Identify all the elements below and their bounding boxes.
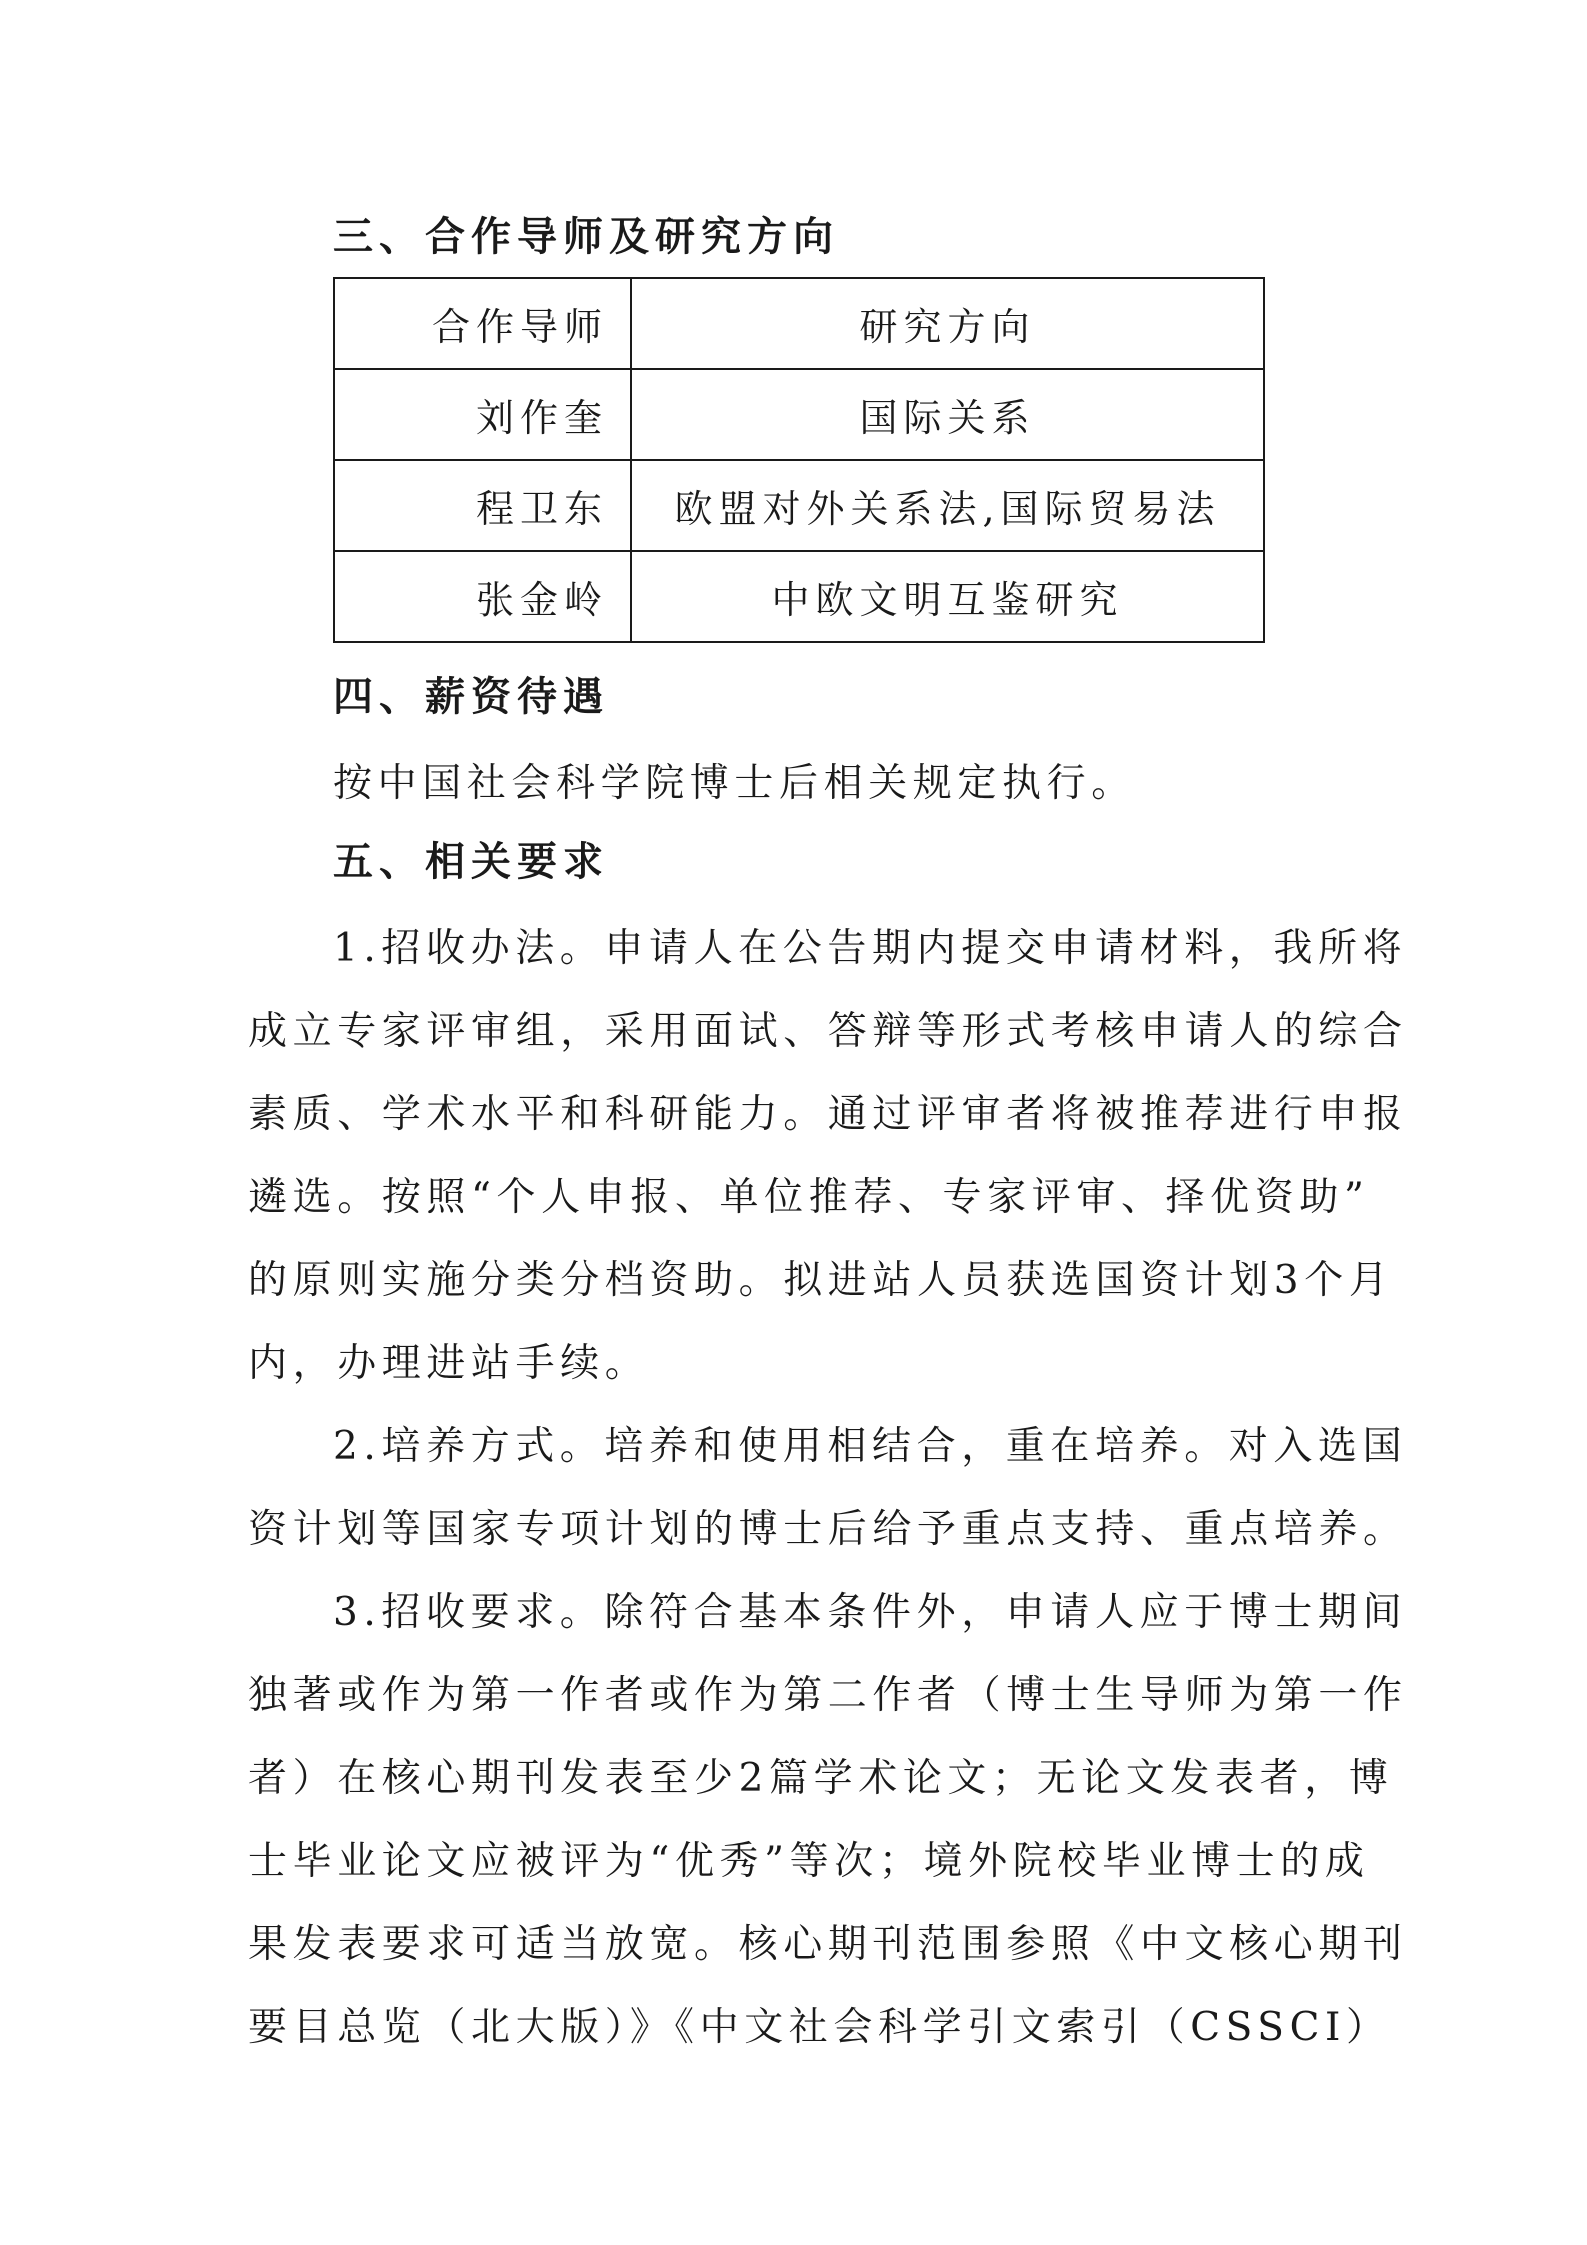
requirement-item-2 bbox=[248, 1405, 1408, 1571]
section-heading-requirements: 五、相关要求 bbox=[333, 838, 609, 885]
paragraph-line: 1.招收办法。申请人在公告期内提交申请材料，我所将 bbox=[333, 926, 1408, 971]
research-direction-cell: 国际关系 bbox=[631, 369, 1264, 460]
paragraph-line: 的原则实施分类分档资助。拟进站人员获选国资计划3个月 bbox=[248, 1258, 1394, 1303]
paragraph-line: 素质、学术水平和科研能力。通过评审者将被推荐进行申报 bbox=[248, 1092, 1408, 1137]
section-heading-salary: 四、薪资待遇 bbox=[333, 673, 609, 720]
advisors-table bbox=[333, 277, 1265, 643]
paragraph-line: 成立专家评审组，采用面试、答辩等形式考核申请人的综合 bbox=[248, 1009, 1408, 1054]
paragraph-line: 遴选。按照“个人申报、单位推荐、专家评审、择优资助” bbox=[248, 1175, 1370, 1220]
advisor-name-cell: 程卫东 bbox=[334, 460, 631, 551]
paragraph-line: 果发表要求可适当放宽。核心期刊范围参照《中文核心期刊 bbox=[248, 1922, 1408, 1967]
paragraph-line: 3.招收要求。除符合基本条件外，申请人应于博士期间 bbox=[333, 1590, 1408, 1635]
requirement-item-3 bbox=[248, 1571, 1408, 2069]
table-row bbox=[334, 369, 1264, 460]
paragraph-line: 2.培养方式。培养和使用相结合，重在培养。对入选国 bbox=[333, 1424, 1408, 1469]
paragraph-line: 资计划等国家专项计划的博士后给予重点支持、重点培养。 bbox=[248, 1507, 1408, 1552]
section-heading-advisors: 三、合作导师及研究方向 bbox=[333, 213, 839, 260]
requirement-item-1 bbox=[248, 907, 1408, 1405]
paragraph-line: 按中国社会科学院博士后相关规定执行。 bbox=[333, 761, 1136, 806]
advisor-name-cell: 刘作奎 bbox=[334, 369, 631, 460]
paragraph-line: 内，办理进站手续。 bbox=[248, 1341, 650, 1386]
table-header-advisor: 合作导师 bbox=[334, 278, 631, 369]
advisor-name-cell: 张金岭 bbox=[334, 551, 631, 642]
paragraph-line: 者）在核心期刊发表至少2篇学术论文；无论文发表者，博 bbox=[248, 1756, 1394, 1801]
paragraph-line: 独著或作为第一作者或作为第二作者（博士生导师为第一作 bbox=[248, 1673, 1408, 1718]
table-header-row bbox=[334, 278, 1264, 369]
paragraph-line: 要目总览（北大版）》《中文社会科学引文索引（CSSCI） bbox=[248, 2005, 1391, 2050]
research-direction-cell: 中欧文明互鉴研究 bbox=[631, 551, 1264, 642]
table-row bbox=[334, 551, 1264, 642]
research-direction-cell: 欧盟对外关系法,国际贸易法 bbox=[631, 460, 1264, 551]
table-header-direction: 研究方向 bbox=[631, 278, 1264, 369]
paragraph-line: 士毕业论文应被评为“优秀”等次；境外院校毕业博士的成 bbox=[248, 1839, 1370, 1884]
salary-paragraph bbox=[248, 742, 1358, 825]
table-row bbox=[334, 460, 1264, 551]
